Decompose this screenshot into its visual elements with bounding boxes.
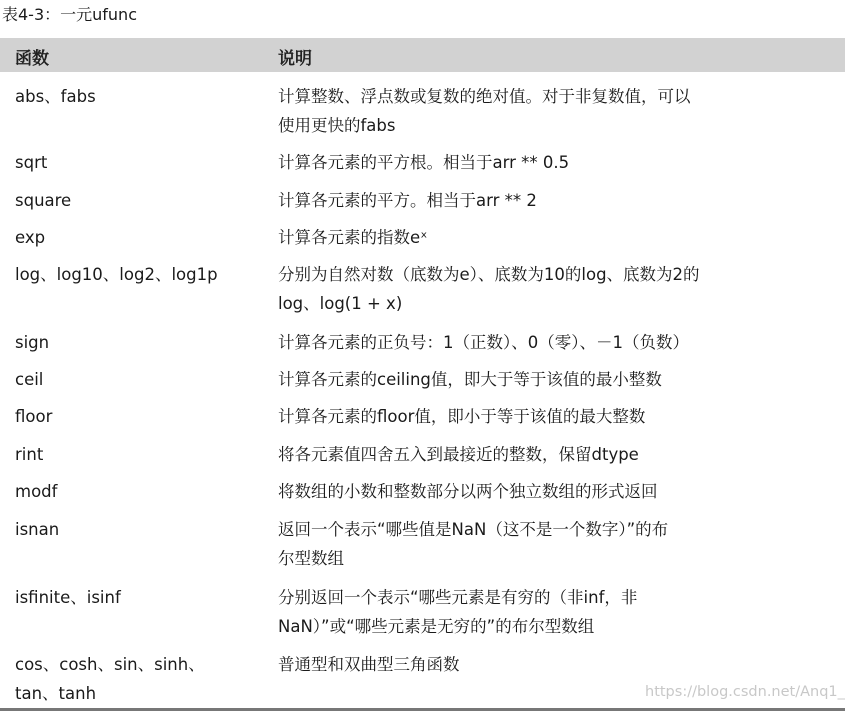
function-cell: [15, 515, 275, 544]
function-cell: [15, 477, 275, 506]
cell-line: 返回一个表示“哪些值是NaN（这不是一个数字）”的布: [278, 520, 669, 539]
cell-line: modf: [15, 482, 58, 501]
bottom-rule: [0, 708, 845, 711]
function-cell: [15, 328, 275, 357]
function-cell: [15, 583, 275, 612]
cell-line: abs、fabs: [15, 87, 96, 106]
cell-line: exp: [15, 228, 46, 247]
description-cell: [278, 402, 838, 431]
cell-line: isfinite、isinf: [15, 588, 121, 607]
function-cell: [15, 148, 275, 177]
function-cell: [15, 402, 275, 431]
description-cell: [278, 583, 838, 641]
description-cell: [278, 260, 838, 318]
cell-line: 分别为自然对数（底数为e）、底数为10的log、底数为2的: [278, 265, 700, 284]
cell-line: log、log(1 + x): [278, 294, 403, 313]
function-cell: [15, 260, 275, 289]
cell-line: 计算各元素的ceiling值，即大于等于该值的最小整数: [278, 370, 662, 389]
description-cell: [278, 148, 838, 177]
description-cell: [278, 515, 838, 573]
watermark: https://blog.csdn.net/Anq1_: [645, 684, 845, 700]
cell-line: 计算各元素的floor值，即小于等于该值的最大整数: [278, 407, 646, 426]
cell-line: floor: [15, 407, 53, 426]
description-cell: [278, 328, 838, 357]
table-header: [0, 38, 845, 72]
cell-line: rint: [15, 445, 44, 464]
cell-line: 计算整数、浮点数或复数的绝对值。对于非复数值，可以: [278, 87, 691, 106]
description-cell: [278, 365, 838, 394]
cell-line: 计算各元素的正负号：1（正数）、0（零）、－1（负数）: [278, 333, 689, 352]
cell-line: sqrt: [15, 153, 48, 172]
cell-line: log、log10、log2、log1p: [15, 265, 218, 284]
cell-line: ceil: [15, 370, 44, 389]
cell-line: 尔型数组: [278, 549, 344, 568]
description-cell: [278, 82, 838, 140]
cell-line: square: [15, 191, 72, 210]
cell-line: isnan: [15, 520, 60, 539]
function-cell: [15, 186, 275, 215]
description-cell: [278, 440, 838, 469]
function-cell: [15, 223, 275, 252]
cell-line: tan、tanh: [15, 684, 97, 703]
description-cell: [278, 477, 838, 506]
cell-line: 将数组的小数和整数部分以两个独立数组的形式返回: [278, 482, 658, 501]
description-cell: [278, 186, 838, 215]
cell-line: 分别返回一个表示“哪些元素是有穷的（非inf，非: [278, 588, 638, 607]
header-function: 函数: [15, 49, 49, 69]
function-cell: [15, 650, 275, 708]
cell-line: 使用更快的fabs: [278, 116, 396, 135]
table-caption: 表4-3：一元ufunc: [2, 5, 137, 24]
function-cell: [15, 365, 275, 394]
cell-line: 将各元素值四舍五入到最接近的整数，保留dtype: [278, 445, 639, 464]
description-cell: [278, 650, 838, 679]
cell-line: 计算各元素的平方根。相当于arr ** 0.5: [278, 153, 570, 172]
header-description: 说明: [278, 49, 312, 69]
function-cell: [15, 440, 275, 469]
cell-line: 计算各元素的指数eˣ: [278, 228, 428, 247]
function-cell: [15, 82, 275, 111]
cell-line: NaN）”或“哪些元素是无穷的”的布尔型数组: [278, 617, 595, 636]
description-cell: [278, 223, 838, 252]
cell-line: sign: [15, 333, 50, 352]
cell-line: cos、cosh、sin、sinh、: [15, 655, 205, 674]
cell-line: 计算各元素的平方。相当于arr ** 2: [278, 191, 537, 210]
cell-line: 普通型和双曲型三角函数: [278, 655, 460, 674]
